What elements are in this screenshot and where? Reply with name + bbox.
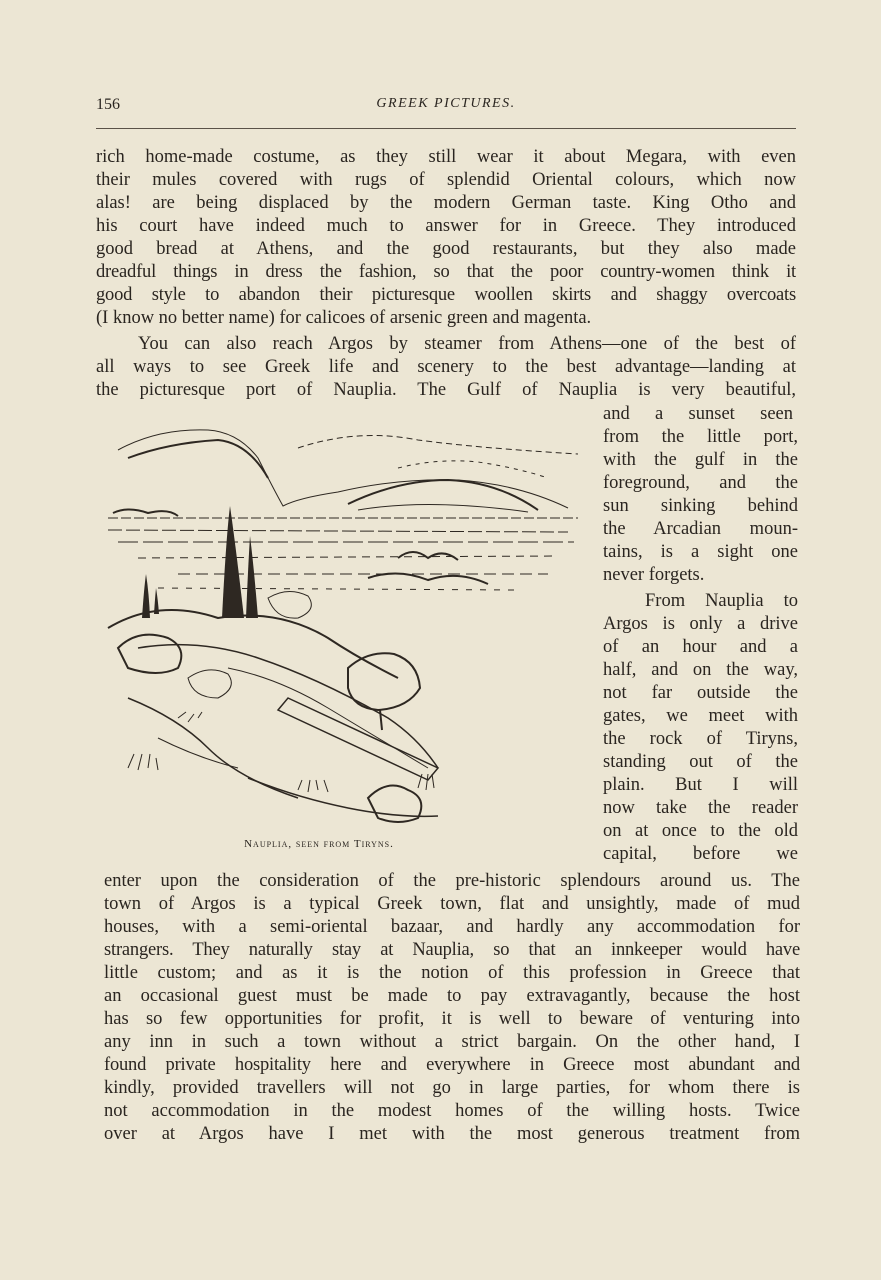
body-line: kindly, provided travellers will not go in large parties, for whom there is bbox=[104, 1078, 800, 1098]
side-line: the rock of Tiryns, bbox=[603, 729, 798, 749]
body-line: has so few opportunities for profit, it is well to beware of venturing into bbox=[104, 1009, 800, 1029]
side-line: now take the reader bbox=[603, 798, 798, 818]
body-line: dreadful things in dress the fashion, so that the poor country-women think it bbox=[96, 262, 796, 282]
body-line: enter upon the consideration of the pre-historic splendours around us. The bbox=[104, 871, 800, 891]
side-line: of an hour and a bbox=[603, 637, 798, 657]
body-line: all ways to see Greek life and scenery to the best advantage—landing at bbox=[96, 357, 796, 377]
side-line: sun sinking behind bbox=[603, 496, 798, 516]
running-title: GREEK PICTURES. bbox=[376, 96, 516, 111]
side-line: on at once to the old bbox=[603, 821, 798, 841]
side-line: tains, is a sight one bbox=[603, 542, 798, 562]
side-line: foreground, and the bbox=[603, 473, 798, 493]
body-line: town of Argos is a typical Greek town, flat and unsightly, made of mud bbox=[104, 894, 800, 914]
body-line: rich home-made costume, as they still wear it about Megara, with even bbox=[96, 147, 796, 167]
side-line: From Nauplia to bbox=[645, 591, 798, 611]
side-line: the Arcadian moun- bbox=[603, 519, 798, 539]
figure-caption: Nauplia, seen from Tiryns. bbox=[244, 838, 394, 850]
page-header bbox=[96, 96, 796, 118]
body-line: good bread at Athens, and the good restaurants, but they also made bbox=[96, 239, 796, 259]
body-line: found private hospitality here and everywhere in Greece most abundant and bbox=[104, 1055, 800, 1075]
side-line: plain. But I will bbox=[603, 775, 798, 795]
body-line: over at Argos have I met with the most generous treatment from bbox=[104, 1124, 800, 1144]
body-line: (I know no better name) for calicoes of arsenic green and magenta. bbox=[96, 308, 592, 328]
body-line: an occasional guest must be made to pay extravagantly, because the host bbox=[104, 986, 800, 1006]
body-line: houses, with a semi-oriental bazaar, and hardly any accommodation for bbox=[104, 917, 800, 937]
body-line: his court have indeed much to answer for in Greece. They introduced bbox=[96, 216, 796, 236]
side-line: gates, we meet with bbox=[603, 706, 798, 726]
body-line: any inn in such a town without a strict bargain. On the other hand, I bbox=[104, 1032, 800, 1052]
body-line: little custom; and as it is the notion of this profession in Greece that bbox=[104, 963, 800, 983]
body-line: their mules covered with rugs of splendid Oriental colours, which now bbox=[96, 170, 796, 190]
side-line: from the little port, bbox=[603, 427, 798, 447]
side-line: never forgets. bbox=[603, 565, 705, 585]
page-number: 156 bbox=[96, 96, 120, 113]
engraving-illustration bbox=[98, 418, 584, 838]
body-line: strangers. They naturally stay at Nauplia, so that an innkeeper would have bbox=[104, 940, 800, 960]
body-line: not accommodation in the modest homes of the willing hosts. Twice bbox=[104, 1101, 800, 1121]
body-line: the picturesque port of Nauplia. The Gulf of Nauplia is very beautiful, bbox=[96, 380, 796, 400]
side-line: half, and on the way, bbox=[603, 660, 798, 680]
header-rule bbox=[96, 128, 796, 129]
body-line: alas! are being displaced by the modern German taste. King Otho and bbox=[96, 193, 796, 213]
side-line: capital, before we bbox=[603, 844, 798, 864]
side-line: standing out of the bbox=[603, 752, 798, 772]
side-line: not far outside the bbox=[603, 683, 798, 703]
body-line: good style to abandon their picturesque woollen skirts and shaggy overcoats bbox=[96, 285, 796, 305]
illustration-nauplia bbox=[98, 418, 584, 838]
side-line: with the gulf in the bbox=[603, 450, 798, 470]
side-line: Argos is only a drive bbox=[603, 614, 798, 634]
side-line: and a sunset seen bbox=[603, 404, 793, 424]
body-line: You can also reach Argos by steamer from Athens—one of the best of bbox=[138, 334, 796, 354]
